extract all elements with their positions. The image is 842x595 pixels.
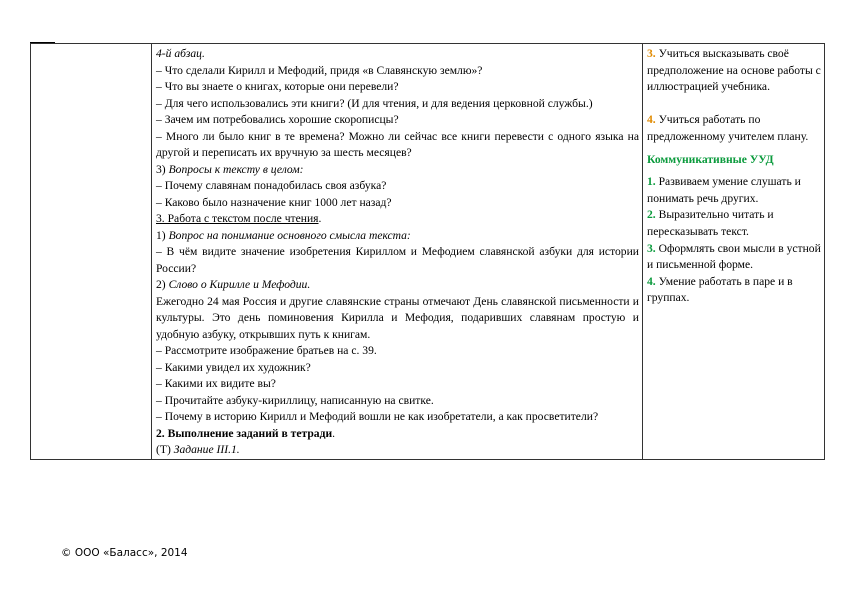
lesson-line-prefix: 3) [156, 162, 169, 176]
uud-item-number: 4. [647, 113, 656, 127]
uud-item-number: 4. [647, 274, 656, 288]
lesson-line [156, 46, 639, 63]
lesson-line [156, 376, 639, 393]
uud-item-text: Оформлять свои мысли в устной и письменной форме. [647, 241, 821, 272]
lesson-line-text: – Много ли было книг в те времена? Можно ли сейчас все книги перевести с одного языка на другой и переписать их вручную за шесть месяцев? [156, 129, 639, 159]
uud-item-text: Умение работать в паре и в группах. [647, 274, 793, 305]
lesson-line-text: – Почему в историю Кирилл и Мефодий вошли не как изобретатели, а как просветители? [156, 410, 599, 423]
lesson-line [156, 162, 639, 179]
lesson-line [156, 228, 639, 245]
lesson-line [156, 96, 639, 113]
lesson-lines [156, 46, 639, 459]
lesson-line-text: Вопросы к тексту в целом: [168, 162, 304, 176]
lesson-line-text: 4-й абзац. [156, 47, 205, 60]
lesson-line [156, 393, 639, 410]
uud-cell [643, 44, 825, 460]
lesson-line-text: – Каково было назначение книг 1000 лет назад? [156, 195, 392, 209]
communicative-uud-list [647, 174, 821, 307]
lesson-line [156, 442, 639, 459]
uud-item [647, 207, 821, 240]
lesson-line-text: Ежегодно 24 мая Россия и другие славянские страны отмечают День славянской письменности и культуры. Это день поминовения Кирилла и Мефодия, подаривших славянам простую и удобную азбуку, открывших путь к книгам. [156, 294, 639, 341]
uud-item-number: 3. [647, 47, 656, 60]
lesson-line [156, 195, 639, 212]
uud-item-text: Развиваем умение слушать и понимать речь других. [647, 175, 801, 205]
table-row [31, 44, 825, 460]
lesson-line-text: – Что вы знаете о книгах, которые они перевели? [156, 80, 399, 93]
lesson-line [156, 244, 639, 277]
lesson-line-text: – Рассмотрите изображение братьев на с. 39. [156, 344, 377, 357]
lesson-line [156, 178, 639, 195]
lesson-line [156, 294, 639, 344]
lesson-line-prefix: 2) [156, 278, 169, 291]
lesson-line-suffix: . [318, 212, 322, 225]
copyright-footer: © ООО «Баласс», 2014 [61, 547, 188, 559]
uud-item-text: Учиться работать по предложенному учителем плану. [647, 113, 809, 143]
lesson-line-text: – Что сделали Кирилл и Мефодий, придя «в Славянскую землю»? [156, 63, 483, 77]
lesson-line-text: – Какими увидел их художник? [156, 360, 311, 374]
lesson-line-suffix: . [332, 426, 336, 440]
lesson-line-text: Задание III.1. [173, 443, 240, 456]
lesson-line-text: – Зачем им потребовались хорошие скорописцы? [156, 113, 399, 126]
lesson-line [156, 343, 639, 360]
lesson-line [156, 426, 639, 443]
lesson-table [30, 43, 825, 460]
lesson-line [156, 112, 639, 129]
uud-item [647, 112, 821, 145]
lesson-line [156, 211, 639, 228]
lesson-content-cell [152, 44, 643, 460]
lesson-line [156, 79, 639, 96]
regulatory-uud-list [647, 46, 821, 146]
lesson-line-prefix: (Т) [156, 443, 174, 456]
uud-item-number: 3. [647, 241, 656, 255]
uud-item [647, 174, 821, 207]
communicative-uud-title: Коммуникативные УУД [647, 152, 774, 166]
lesson-line-text: 3. Работа с текстом после чтения [156, 212, 319, 225]
lesson-line-text: 2. Выполнение заданий в тетради [156, 426, 333, 440]
lesson-line [156, 360, 639, 377]
stage-cell [31, 44, 152, 460]
uud-item [647, 241, 821, 274]
uud-item [647, 274, 821, 307]
lesson-line-text: – В чём видите значение изобретения Кириллом и Мефодием славянской азбуки для истории России? [156, 245, 639, 275]
lesson-line-text: Вопрос на понимание основного смысла текста: [168, 228, 411, 242]
uud-item [647, 46, 821, 96]
uud-item-text: Учиться высказывать своё предположение на основе работы с иллюстрацией учебника. [647, 47, 821, 94]
lesson-line-text: – Какими их видите вы? [156, 377, 276, 390]
uud-item-text: Выразительно читать и пересказывать текст. [647, 208, 774, 238]
lesson-line-text: – Почему славянам понадобилась своя азбука? [156, 179, 387, 192]
uud-item-number: 2. [647, 208, 656, 222]
lesson-line [156, 409, 639, 426]
lesson-line-text: – Для чего использовались эти книги? (И для чтения, и для ведения церковной службы.) [156, 96, 593, 110]
lesson-line-prefix: 1) [156, 228, 169, 242]
lesson-line-text: – Прочитайте азбуку-кириллицу, написанную на свитке. [156, 393, 434, 407]
lesson-line [156, 129, 639, 162]
lesson-line-text: Слово о Кирилле и Мефодии. [168, 278, 311, 291]
uud-item-number: 1. [647, 175, 656, 189]
lesson-line [156, 63, 639, 80]
lesson-line [156, 277, 639, 294]
